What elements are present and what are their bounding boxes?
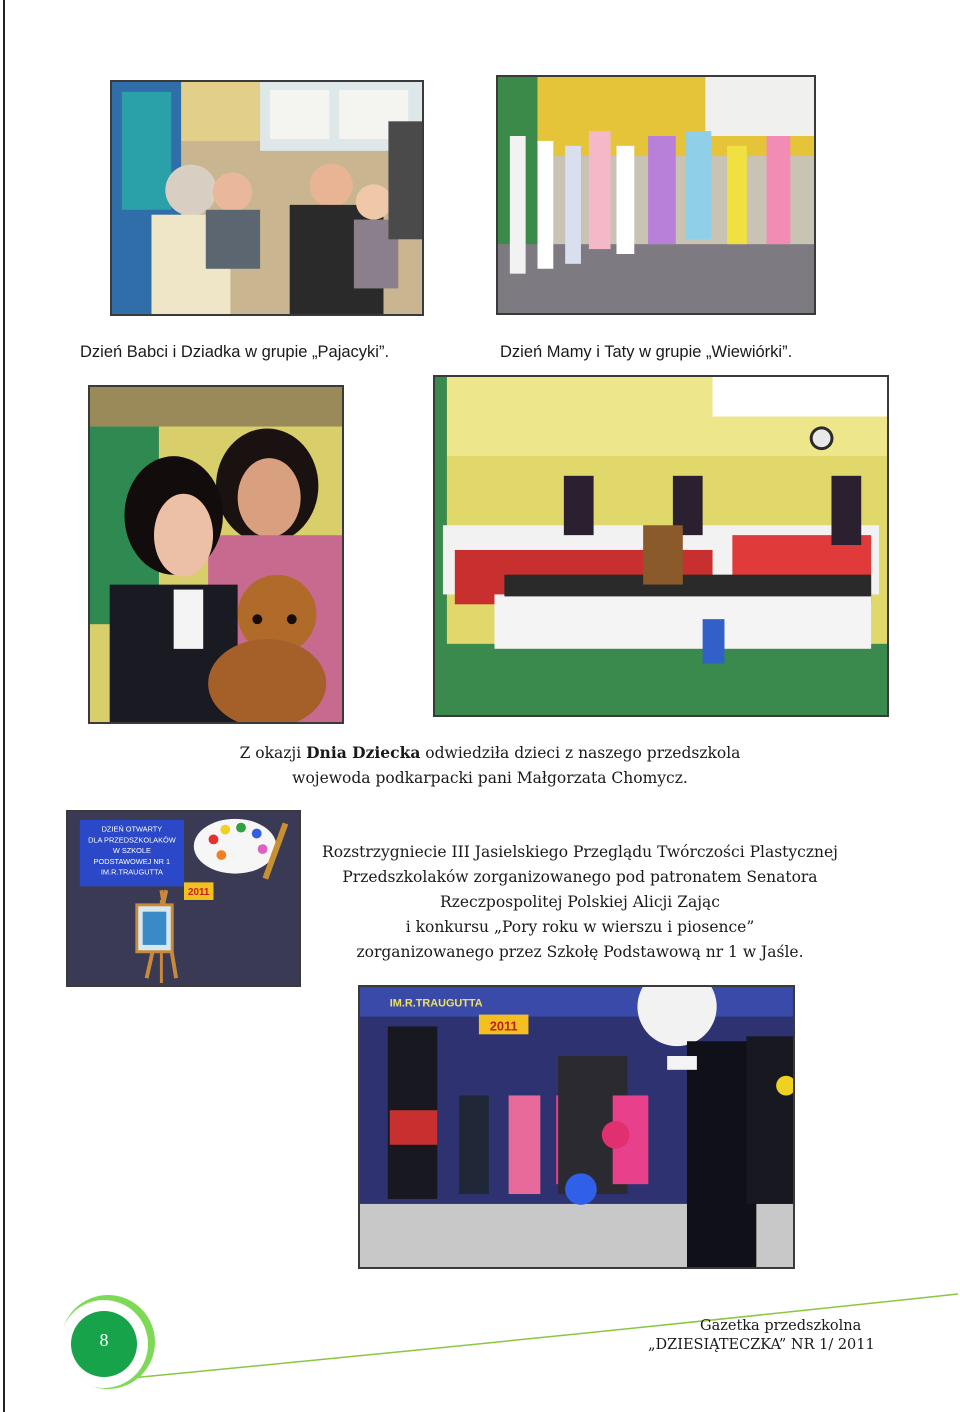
banner-year: 2011 (489, 1018, 518, 1034)
photo-parents-day (496, 75, 816, 315)
sign-line5: IM.R.TRAUGUTTA (100, 867, 163, 877)
competition-line4: i konkursu „Pory roku w wierszu i piosence” (405, 918, 755, 936)
banner-name: IM.R.TRAUGUTTA (389, 997, 483, 1010)
photo-teachers-teddy-bear (88, 385, 344, 724)
sign-line2: DLA PRZEDSZKOLAKÓW (88, 835, 176, 845)
childrens-day-bold: Dnia Dziecka (306, 743, 421, 762)
photo-children-folk-costumes (433, 375, 889, 717)
sign-line1: DZIEŃ OTWARTY (101, 824, 163, 834)
competition-line2: Przedszkolaków zorganizowanego pod patronatem Senatora (342, 868, 818, 886)
left-margin-rule (3, 0, 5, 1412)
childrens-day-caption (150, 740, 830, 791)
competition-line5: zorganizowanego przez Szkołę Podstawową nr 1 w Jaśle. (356, 943, 804, 961)
caption-parents-day: Dzień Mamy i Taty w grupie „Wiewiórki”. (500, 343, 793, 361)
childrens-day-line2: wojewoda podkarpacki pani Małgorzata Chomycz. (292, 769, 688, 787)
photo-award-ceremony (358, 985, 795, 1269)
photo-grandparents-day (110, 80, 424, 316)
page-number: 8 (99, 1330, 109, 1350)
childrens-day-line1: Z okazji Dnia Dziecka odwiedziła dzieci z naszego przedszkola (239, 743, 741, 762)
competition-line1: Rozstrzygniecie III Jasielskiego Przeglądu Twórczości Plastycznej (322, 843, 838, 861)
footer-issue: „DZIESIĄTECZKA” NR 1/ 2011 (648, 1337, 875, 1353)
sign-year: 2011 (188, 887, 210, 899)
photo-open-day-sign (66, 810, 301, 987)
competition-line3: Rzeczpospolitej Polskiej Alicji Zając (440, 893, 720, 911)
sign-line4: PODSTAWOWEJ NR 1 (93, 856, 171, 866)
caption-grandparents-day: Dzień Babci i Dziadka w grupie „Pajacyki”. (80, 343, 390, 361)
competition-text (300, 840, 860, 965)
sign-line3: W SZKOLE (112, 846, 151, 856)
footer-gazette: Gazetka przedszkolna (700, 1318, 862, 1334)
